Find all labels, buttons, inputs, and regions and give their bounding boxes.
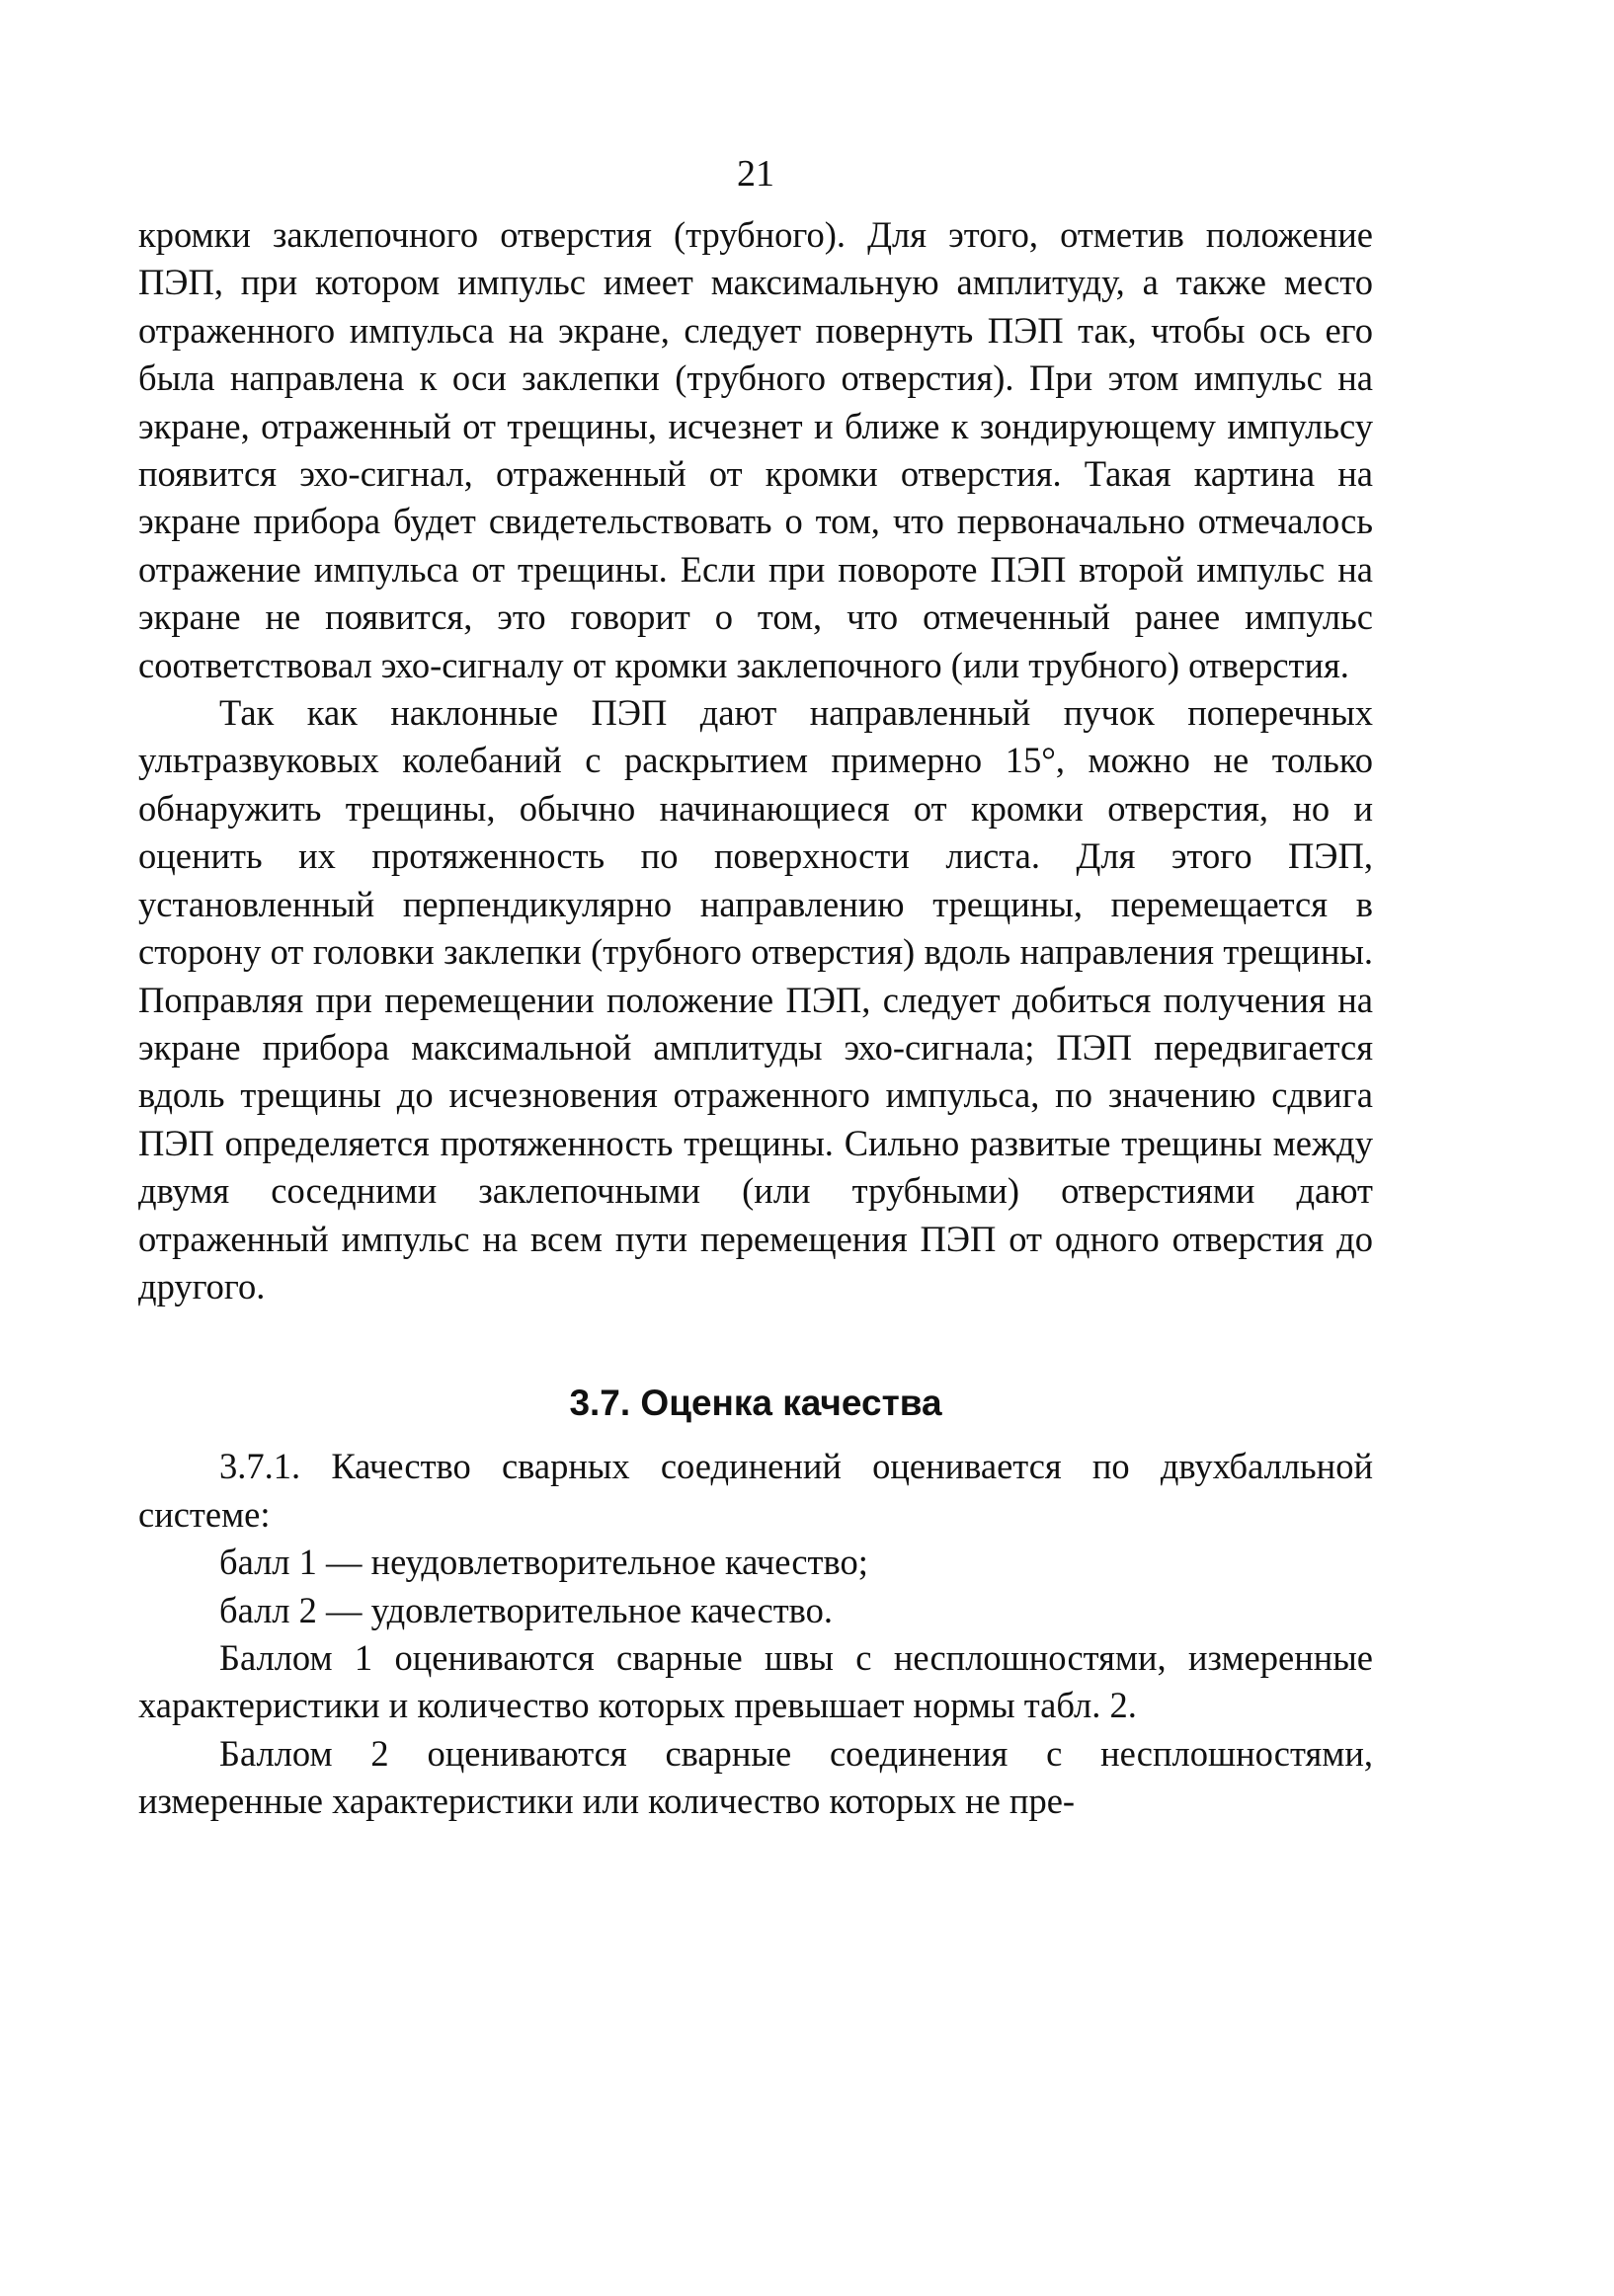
section-heading: 3.7. Оценка качества — [569, 1383, 942, 1424]
page-number: 21 — [737, 153, 774, 195]
paragraph-score-2: Баллом 2 оцениваются сварные соединения с несплошностями, измеренные характеристики или количество которых не пре- — [138, 1732, 1373, 1822]
paragraph-score-1: Баллом 1 оцениваются сварные швы с несплошностями, измеренные характеристики и количество которых превышает нормы табл. 2. — [138, 1636, 1373, 1726]
paragraph-crack-length: Так как наклонные ПЭП дают направленный пучок поперечных ультразвуковых колебаний с раскрытием примерно 15°, можно не только обнаружить трещины, обычно начинающиеся от кромки отверстия, но и оценить их протяженность по поверхности листа. Для этого ПЭП, установленный перпендикулярно направлению трещины, перемещается в сторону от головки заклепки (трубного отверстия) вдоль направления трещины. Поправляя при перемещении положение ПЭП, следует добиться получения на экране прибора максимальной амплитуды эхо-сигнала; ПЭП передвигается вдоль трещины до исчезновения отраженного импульса, по значению сдвига ПЭП определяется протяженность трещины. Сильно развитые трещины между двумя соседними заклепочными (или трубными) отверстиями дают отраженный импульс на всем пути перемещения ПЭП от одного отверстия до другого. — [138, 692, 1373, 1306]
score-1-line: балл 1 — неудовлетворительное качество; — [219, 1542, 868, 1583]
document-page — [138, 148, 1373, 1826]
paragraph-crack-detection: кромки заклепочного отверстия (трубного). Для этого, отметив положение ПЭП, при котором импульс имеет максимальную амплитуду, а также место отраженного импульса на экране, следует повернуть ПЭП так, чтобы ось его была направлена к оси заклепки (трубного отверстия). При этом импульс на экране, отраженный от трещины, исчезнет и ближе к зондирующему импульсу появится эхо-сигнал, отраженный от кромки отверстия. Такая картина на экране прибора будет свидетельствовать о том, что первоначально отмечалось отражение импульса от трещины. Если при повороте ПЭП второй импульс на экране не появится, это говорит о том, что отмеченный ранее импульс соответствовал эхо-сигналу от кромки заклепочного (или трубного) отверстия. — [138, 214, 1373, 685]
score-2-line: балл 2 — удовлетворительное качество. — [219, 1589, 834, 1630]
paragraph-quality-system: 3.7.1. Качество сварных соединений оценивается по двухбалльной системе: — [138, 1446, 1373, 1535]
